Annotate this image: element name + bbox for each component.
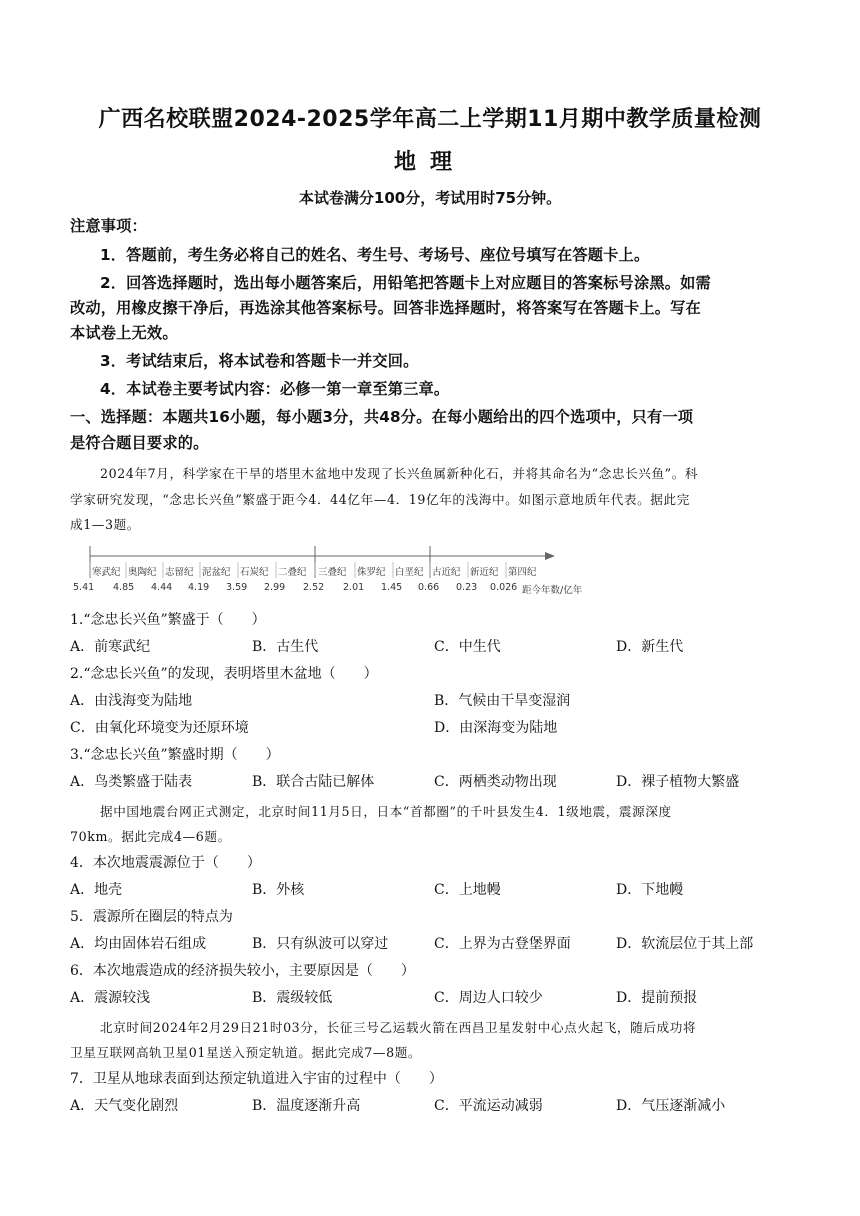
- question-stem: 7．卫星从地球表面到达预定轨道进入宇宙的过程中（ ）: [70, 1071, 443, 1087]
- option-d[interactable]: D．由深海变为陆地: [434, 720, 558, 736]
- geologic-timeline-figure: [70, 540, 610, 600]
- age-label: 2.01: [343, 582, 365, 593]
- option-a[interactable]: A．鸟类繁盛于陆表: [70, 774, 193, 790]
- age-label: 4.44: [151, 582, 173, 593]
- score-and-time: 本试卷满分100分，考试用时75分钟。: [298, 189, 562, 207]
- option-c[interactable]: C．两栖类动物出现: [434, 774, 557, 790]
- option-a[interactable]: A．震源较浅: [70, 990, 151, 1006]
- notice-item-continued: 改动，用橡皮擦干净后，再选涂其他答案标号。回答非选择题时，将答案写在答题卡上。写在: [70, 299, 701, 317]
- option-b[interactable]: B．外核: [252, 882, 305, 898]
- notice-item: 3．考试结束后，将本试卷和答题卡一并交回。: [100, 352, 419, 370]
- option-a[interactable]: A．天气变化剧烈: [70, 1098, 179, 1114]
- age-label: 1.45: [381, 582, 403, 593]
- option-b[interactable]: B．气候由干旱变湿润: [434, 693, 571, 709]
- material-text: 据中国地震台网正式测定，北京时间11月5日，日本“首都圈”的千叶县发生4．1级地震，震源深度: [100, 804, 672, 819]
- option-a[interactable]: A．前寒武纪: [70, 639, 151, 655]
- age-label: 5.41: [73, 582, 95, 593]
- period-label: 第四纪: [508, 567, 537, 578]
- age-label: 0.026: [490, 582, 518, 593]
- age-label: 0.66: [418, 582, 440, 593]
- option-c[interactable]: C．上界为古登堡界面: [434, 936, 571, 952]
- material-text: 卫星互联网高轨卫星01星送入预定轨道。据此完成7—8题。: [70, 1045, 422, 1060]
- question-stem: 3.“念忠长兴鱼”繁盛时期（ ）: [70, 747, 280, 763]
- option-b[interactable]: B．联合古陆已解体: [252, 774, 375, 790]
- option-d[interactable]: D．软流层位于其上部: [616, 936, 754, 952]
- material-text: 70km。据此完成4—6题。: [70, 829, 231, 844]
- notice-item-continued: 本试卷上无效。: [70, 324, 178, 342]
- material-text: 成1—3题。: [70, 517, 140, 532]
- subject-title: 地理: [393, 150, 466, 175]
- question-stem: 6．本次地震造成的经济损失较小，主要原因是（ ）: [70, 963, 415, 979]
- notice-item: 2．回答选择题时，选出每小题答案后，用铅笔把答题卡上对应题目的答案标号涂黑。如需: [100, 274, 711, 292]
- age-label: 2.52: [303, 582, 325, 593]
- option-d[interactable]: D．裸子植物大繁盛: [616, 774, 740, 790]
- section-heading-continued: 是符合题目要求的。: [70, 434, 209, 452]
- exam-title: 广西名校联盟2024-2025学年高二上学期11月期中教学质量检测: [98, 107, 762, 132]
- material-text: 学家研究发现，“念忠长兴鱼”繁盛于距今4．44亿年—4．19亿年的浅海中。如图示意地质年代表。据此完: [70, 492, 690, 507]
- option-a[interactable]: A．地壳: [70, 882, 123, 898]
- question-stem: 1.“念忠长兴鱼”繁盛于（ ）: [70, 612, 266, 628]
- option-b[interactable]: B．古生代: [252, 639, 319, 655]
- period-label: 石炭纪: [240, 567, 269, 578]
- period-label: 古近纪: [432, 567, 461, 578]
- question-stem: 4．本次地震震源位于（ ）: [70, 855, 261, 871]
- option-d[interactable]: D．新生代: [616, 639, 684, 655]
- age-label: 4.19: [188, 582, 210, 593]
- period-label: 奥陶纪: [128, 567, 157, 578]
- question-stem: 2.“念忠长兴鱼”的发现，表明塔里木盆地（ ）: [70, 666, 378, 682]
- age-label: 3.59: [226, 582, 248, 593]
- question-stem: 5．震源所在圈层的特点为: [70, 909, 233, 925]
- period-label: 新近纪: [470, 567, 499, 578]
- notice-heading: 注意事项：: [70, 217, 147, 235]
- option-c[interactable]: C．由氧化环境变为还原环境: [70, 720, 249, 736]
- material-text: 2024年7月，科学家在干旱的塔里木盆地中发现了长兴鱼属新种化石，并将其命名为“念忠长兴鱼”。科: [100, 466, 699, 481]
- option-b[interactable]: B．温度逐渐升高: [252, 1098, 361, 1114]
- option-b[interactable]: B．只有纵波可以穿过: [252, 936, 389, 952]
- option-a[interactable]: A．由浅海变为陆地: [70, 693, 193, 709]
- age-label: 2.99: [264, 582, 286, 593]
- age-label: 0.23: [456, 582, 478, 593]
- period-label: 白垩纪: [395, 567, 424, 578]
- period-label: 泥盆纪: [202, 567, 231, 578]
- option-c[interactable]: C．中生代: [434, 639, 501, 655]
- period-label: 侏罗纪: [357, 567, 386, 578]
- option-d[interactable]: D．下地幔: [616, 882, 684, 898]
- age-label: 4.85: [113, 582, 135, 593]
- option-a[interactable]: A．均由固体岩石组成: [70, 936, 207, 952]
- option-d[interactable]: D．气压逐渐减小: [616, 1098, 726, 1114]
- axis-unit-label: 距今年数/亿年: [522, 585, 583, 596]
- section-heading: 一、选择题：本题共16小题，每小题3分，共48分。在每小题给出的四个选项中，只有一项: [70, 408, 694, 426]
- period-label: 三叠纪: [318, 567, 347, 578]
- period-label: 志留纪: [165, 567, 194, 578]
- period-label: 二叠纪: [278, 567, 307, 578]
- notice-item: 4．本试卷主要考试内容：必修一第一章至第三章。: [100, 380, 450, 398]
- option-d[interactable]: D．提前预报: [616, 990, 698, 1006]
- notice-item: 1．答题前，考生务必将自己的姓名、考生号、考场号、座位号填写在答题卡上。: [100, 246, 650, 264]
- option-c[interactable]: C．上地幔: [434, 882, 501, 898]
- period-label: 寒武纪: [92, 567, 121, 578]
- option-c[interactable]: C．平流运动减弱: [434, 1098, 543, 1114]
- option-b[interactable]: B．震级较低: [252, 990, 333, 1006]
- option-c[interactable]: C．周边人口较少: [434, 990, 543, 1006]
- material-text: 北京时间2024年2月29日21时03分，长征三号乙运载火箭在西昌卫星发射中心点火起飞，随后成功将: [100, 1020, 697, 1035]
